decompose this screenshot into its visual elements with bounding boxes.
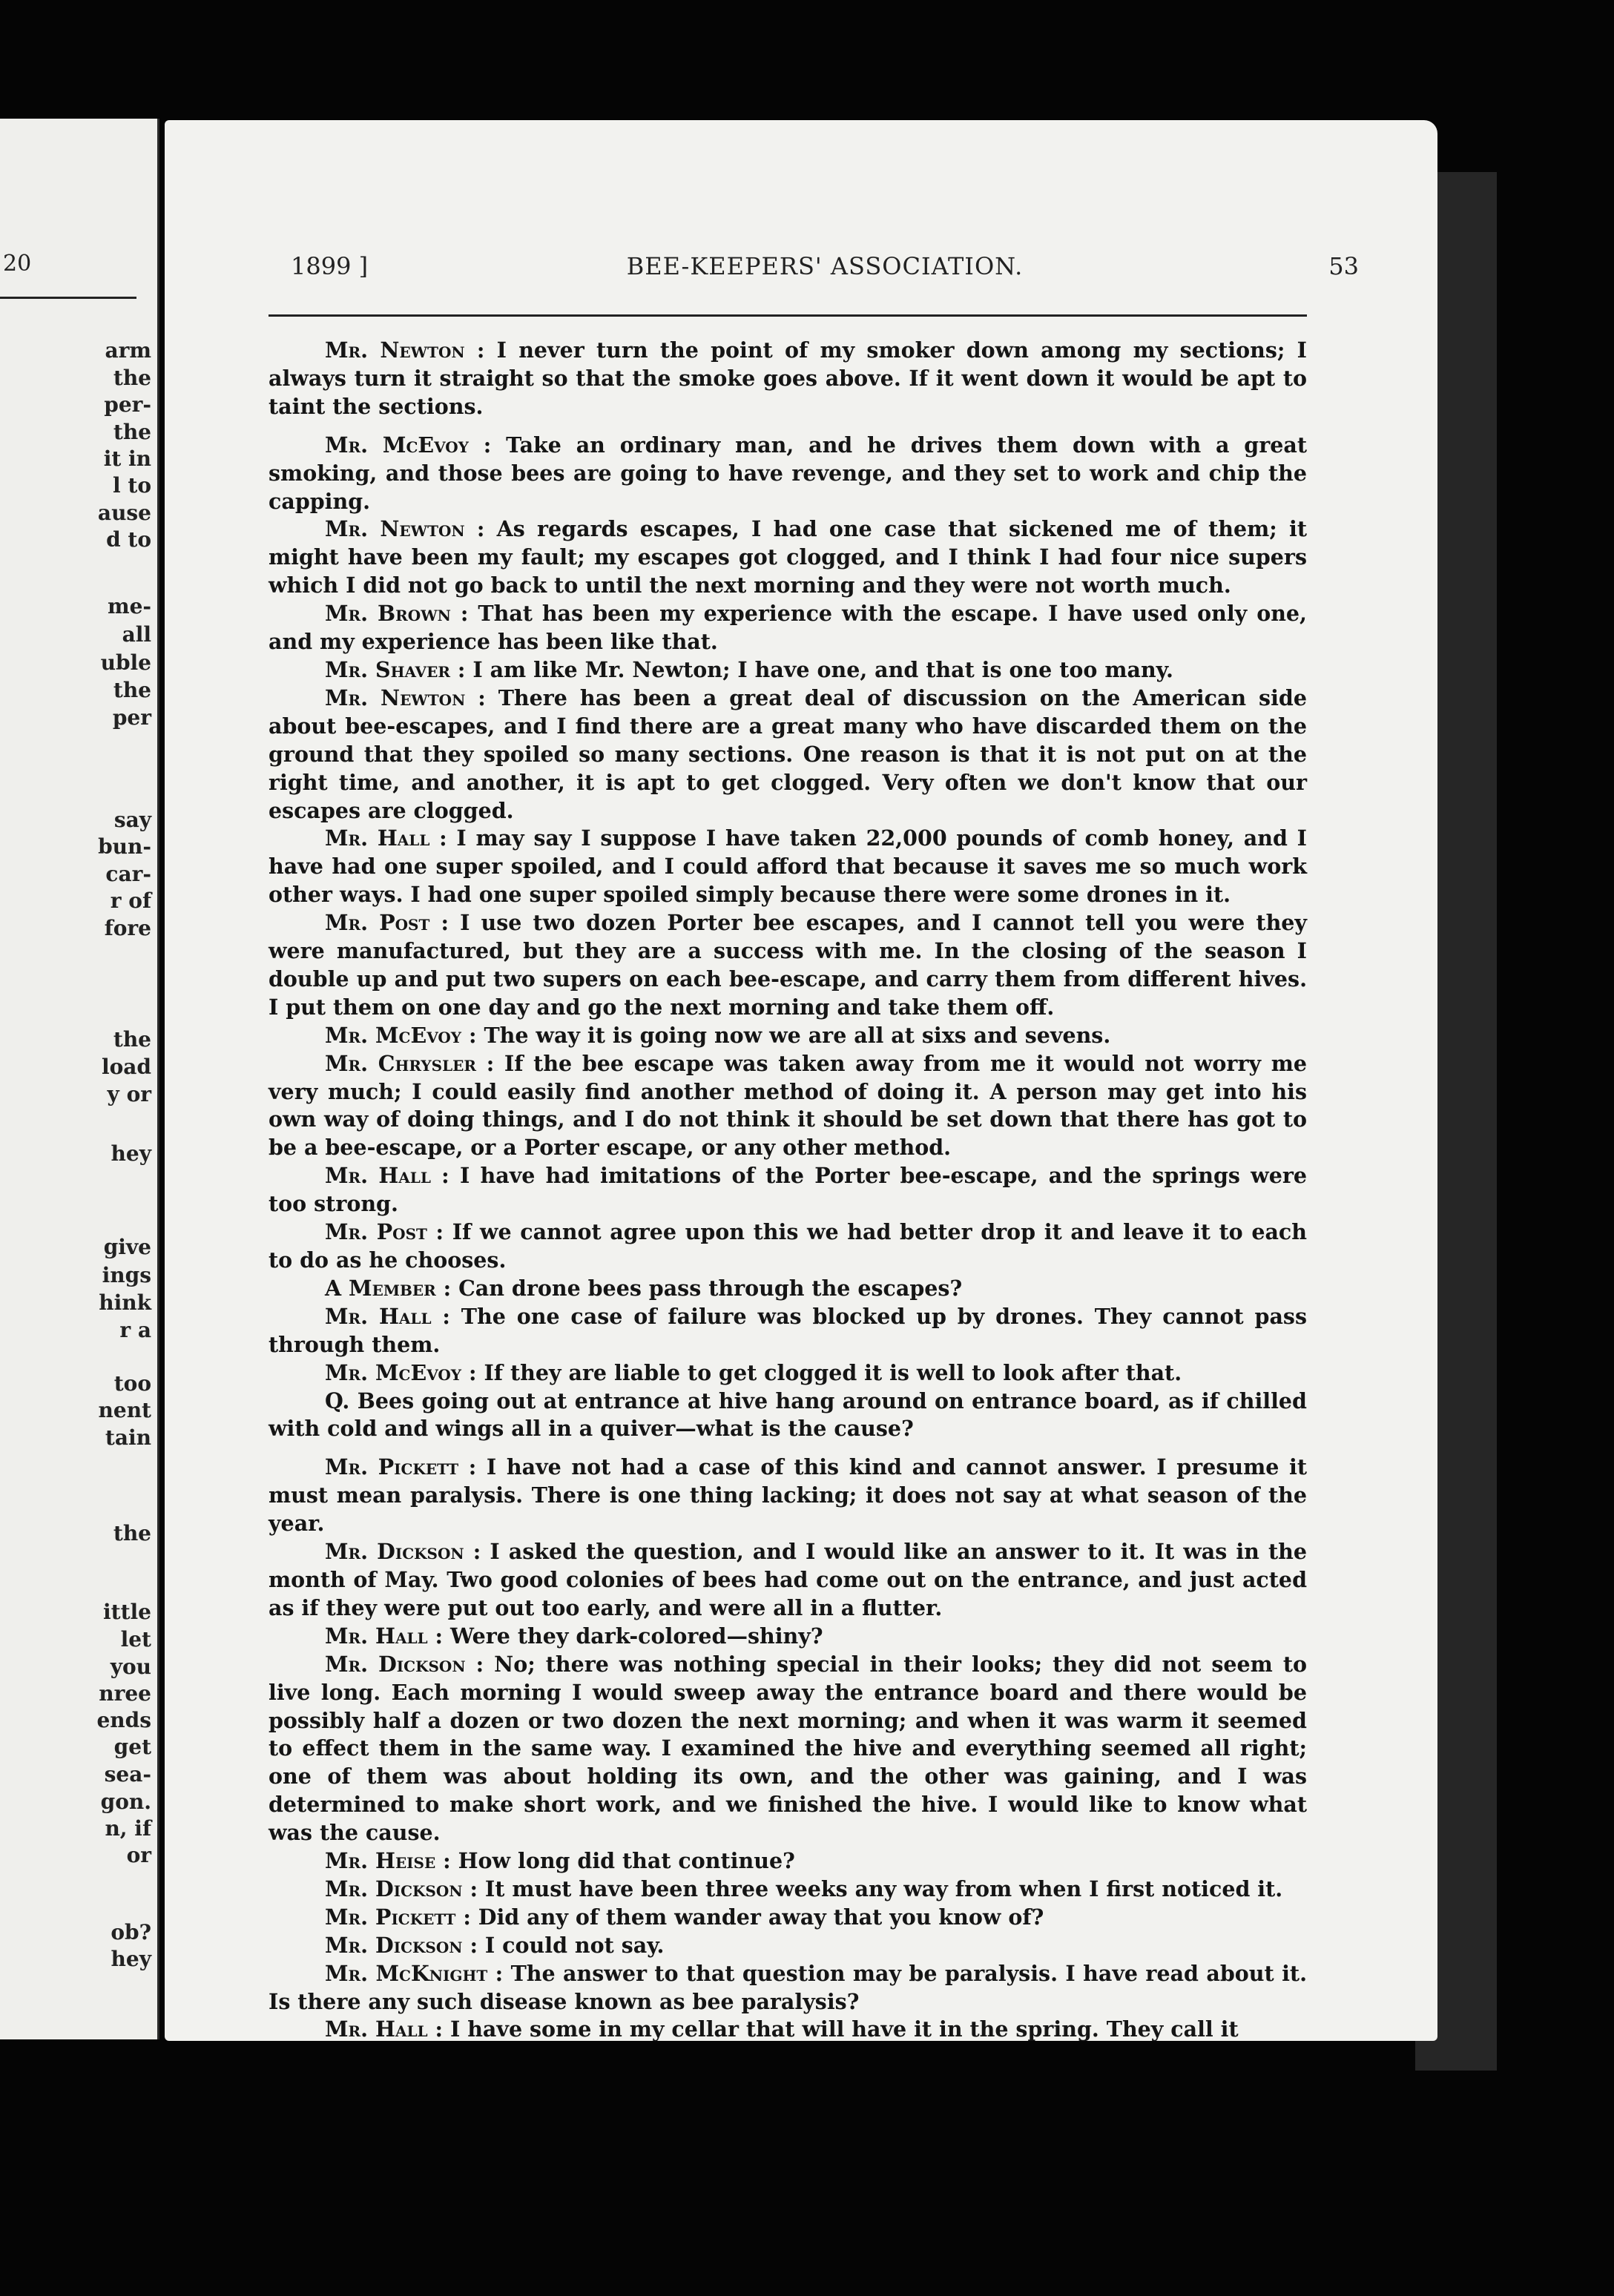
paragraph: [269, 1275, 1307, 1303]
paragraph: [269, 1359, 1307, 1388]
paragraph: [269, 1050, 1307, 1163]
paragraph-text: I have had imitations of the Porter bee-escape, and the springs were too strong.: [269, 1163, 1307, 1217]
left-page-fragment-line: arm: [105, 338, 151, 363]
paragraph: [269, 656, 1307, 684]
left-page-fragment-line: ings: [102, 1263, 151, 1287]
paragraph-text: It must have been three weeks any way from when I first noticed it.: [477, 1876, 1283, 1901]
left-page-fragment-line: hey: [111, 1947, 151, 1971]
left-page-fragment-line: bun-: [98, 834, 151, 859]
left-page-number: 20: [3, 251, 32, 277]
speaker-name: Mr. Dickson :: [325, 1932, 478, 1958]
left-page-fragment-line: n, if: [105, 1816, 151, 1841]
paragraph: [269, 1162, 1307, 1218]
speaker-name: Mr. Newton :: [325, 684, 486, 710]
paragraph-text: If we cannot agree upon this we had better drop it and leave it to each to do as he chooses.: [269, 1219, 1307, 1273]
speaker-name: Mr. Dickson :: [325, 1651, 484, 1677]
paragraph-text: If the bee escape was taken away from me it would not worry me very much; I could easily find another method of doing it. A person may get into his own way of doing things, and I do not think it should be set down that there has got to be a bee-escape, or a Porter escape, or any other method.: [269, 1050, 1307, 1161]
left-page-fragment-line: tain: [105, 1425, 151, 1450]
left-page-fragment-line: r a: [119, 1318, 151, 1342]
paragraph-text: I have some in my cellar that will have it in the spring. They call it: [443, 2016, 1239, 2042]
paragraph-text: I am like Mr. Newton; I have one, and that is one too many.: [465, 656, 1173, 682]
paragraph: [269, 1847, 1307, 1876]
left-page-fragment-line: ends: [96, 1708, 151, 1732]
paragraph: [269, 600, 1307, 656]
left-page-fragment-line: the: [113, 678, 151, 702]
left-page-fragment-line: the: [113, 1027, 151, 1052]
paragraph-text: That has been my experience with the escape. I have used only one, and my experience has been like that.: [269, 601, 1307, 655]
paragraph-text: Can drone bees pass through the escapes?: [451, 1275, 963, 1301]
left-page-fragment-line: all: [122, 622, 151, 647]
left-page-fragment-line: fore: [104, 916, 151, 940]
paragraph-text: Take an ordinary man, and he drives them down with a great smoking, and those bees are going to have revenge, and they set to work and chip the capping.: [269, 432, 1307, 514]
left-page-fragment-line: gon.: [100, 1789, 151, 1814]
left-page-fragment-line: give: [103, 1235, 151, 1259]
paragraph: [269, 1876, 1307, 1904]
speaker-name: Mr. Newton :: [325, 516, 485, 542]
paragraph: [269, 1388, 1307, 1444]
header-page-number: 53: [1328, 252, 1359, 280]
speaker-name: Mr. Dickson :: [325, 1539, 481, 1565]
left-page-fragment: [0, 119, 159, 2039]
paragraph: [269, 684, 1307, 825]
paragraph: [269, 432, 1307, 516]
paragraph-text: No; there was nothing special in their looks; they did not seem to live long. Each morning I would sweep away the entrance board and there would be possibly half a dozen or two dozen the next morning; and when it was warm it seemed to effect them in the same way. I examined the hive and everything seemed all right; one of them was about holding its own, and the other was gaining, and I was determined to make short work, and we finished the hive. I would like to know what was the cause.: [269, 1651, 1307, 1846]
left-page-fragment-line: nree: [99, 1681, 151, 1706]
speaker-name: Mr. Hall :: [325, 2016, 444, 2042]
left-page-fragment-line: load: [101, 1055, 151, 1079]
left-page-fragment-line: ause: [97, 501, 151, 525]
left-page-fragment-line: or: [126, 1843, 151, 1867]
header-rule: [269, 314, 1307, 317]
paragraph-text: There has been a great deal of discussion on the American side about bee-escapes, and I find there are a great many who have discarded them on the ground that they spoiled so many sections. One reason is that it is not put on at the right time, and another, it is apt to get clogged. Very often we don't know that our escapes are clogged.: [269, 684, 1307, 823]
left-page-fragment-line: the: [113, 1521, 151, 1545]
left-page-fragment-line: the: [113, 366, 151, 390]
paragraph: [269, 1454, 1307, 1538]
speaker-name: Mr. Hall :: [325, 825, 447, 851]
speaker-name: Mr. Brown :: [325, 601, 469, 627]
header-title: BEE-KEEPERS' ASSOCIATION.: [626, 252, 1024, 280]
paragraph-text: Q. Bees going out at entrance at hive hang around on entrance board, as if chilled with cold and wings all in a quiver—what is the cause?: [269, 1388, 1307, 1442]
left-page-fragment-line: you: [110, 1655, 151, 1679]
speaker-name: Mr. McEvoy :: [325, 432, 492, 458]
left-page-fragment-line: per-: [104, 392, 151, 417]
paragraph-text: The way it is going now we are all at sixs and sevens.: [476, 1022, 1111, 1048]
speaker-name: Mr. Hall :: [325, 1303, 450, 1329]
paragraph: [269, 1960, 1307, 2016]
speaker-name: Mr. McKnight :: [325, 1960, 504, 1986]
paragraph-text: If they are liable to get clogged it is well to look after that.: [476, 1359, 1182, 1385]
paragraph-text: Were they dark-colored—shiny?: [443, 1623, 823, 1649]
left-page-fragment-line: too: [113, 1371, 151, 1396]
main-page: [165, 120, 1437, 2041]
speaker-name: Mr. Pickett :: [325, 1454, 477, 1480]
paragraph: [269, 1623, 1307, 1651]
speaker-name: Mr. Shaver :: [325, 656, 466, 682]
paragraph: [269, 1538, 1307, 1623]
paragraph-text: I asked the question, and I would like an answer to it. It was in the month of May. Two good colonies of bees had come out on the entrance, and just acted as if they were put out too early, and were all in a flutter.: [269, 1539, 1307, 1620]
paragraph: [269, 909, 1307, 1022]
speaker-name: Mr. Dickson :: [325, 1876, 478, 1901]
paragraph-text: The one case of failure was blocked up by drones. They cannot pass through them.: [269, 1303, 1307, 1357]
left-page-fragment-line: y or: [107, 1082, 151, 1106]
paragraph-text: As regards escapes, I had one case that sickened me of them; it might have been my fault; my escapes got clogged, and I think I had four nice supers which I did not go back to until the next morning and they were not worth much.: [269, 516, 1307, 598]
paragraph-text: I use two dozen Porter bee escapes, and I cannot tell you were they were manufactured, but they are a success with me. In the closing of the season I double up and put two supers on each bee-escape, and carry them from different hives. I put them on one day and go the next morning and take them off.: [269, 910, 1307, 1020]
left-page-fragment-line: r of: [110, 888, 151, 913]
paragraph: [269, 825, 1307, 909]
left-page-fragment-line: car-: [105, 862, 151, 886]
left-page-fragment-line: hink: [99, 1290, 151, 1315]
left-page-fragment-line: uble: [100, 650, 151, 675]
speaker-name: Mr. Pickett :: [325, 1904, 471, 1930]
paragraph-text: I may say I suppose I have taken 22,000 pounds of comb honey, and I have had one super spoiled, and I could afford that because it saves me so much work other ways. I had one super spoiled simply because there were some drones in it.: [269, 825, 1307, 908]
left-page-fragment-line: me-: [107, 594, 151, 618]
speaker-name: Mr. Heise :: [325, 1848, 451, 1874]
speaker-name: Mr. Hall :: [325, 1163, 449, 1189]
paragraph: [269, 1218, 1307, 1275]
left-page-fragment-line: get: [113, 1735, 151, 1759]
paragraph-text: I never turn the point of my smoker down among my sections; I always turn it straight so that the smoke goes above. If it went down it would be apt to taint the sections.: [269, 337, 1307, 419]
left-page-fragment-line: it in: [103, 446, 151, 471]
left-page-fragment-line: hey: [111, 1141, 151, 1166]
body-text: [269, 337, 1307, 2044]
paragraph: [269, 1904, 1307, 1932]
running-header: [291, 252, 1359, 282]
left-page-fragment-line: the: [113, 420, 151, 444]
speaker-name: Mr. Post :: [325, 1219, 444, 1245]
paragraph-text: How long did that continue?: [450, 1848, 795, 1874]
paragraph-text: I have not had a case of this kind and cannot answer. I presume it must mean paralysis. There is one thing lacking; it does not say at what season of the year.: [269, 1454, 1307, 1537]
speaker-name: Mr. McEvoy :: [325, 1359, 477, 1385]
paragraph: [269, 337, 1307, 421]
left-page-fragment-line: say: [113, 808, 151, 832]
left-page-fragment-line: sea-: [104, 1762, 151, 1787]
paragraph: [269, 1303, 1307, 1359]
left-page-fragment-line: ittle: [103, 1600, 151, 1624]
left-header-rule: [0, 297, 136, 299]
left-page-fragment-line: l to: [113, 473, 151, 498]
left-page-fragment-line: ob?: [111, 1920, 151, 1944]
speaker-name: Mr. Newton :: [325, 337, 485, 363]
paragraph-text: I could not say.: [477, 1932, 665, 1958]
left-page-fragment-line: per: [112, 705, 151, 730]
header-year: 1899 ]: [291, 252, 369, 280]
left-page-fragment-line: nent: [98, 1398, 151, 1422]
paragraph: [269, 1651, 1307, 1847]
paragraph: [269, 515, 1307, 600]
paragraph-text: Did any of them wander away that you know of?: [470, 1904, 1044, 1930]
speaker-name: Mr. Chrysler :: [325, 1050, 495, 1076]
paragraph-text: The answer to that question may be paralysis. I have read about it. Is there any such disease known as bee paralysis?: [269, 1960, 1307, 2014]
left-page-fragment-line: d to: [106, 527, 151, 552]
paragraph: [269, 1022, 1307, 1050]
speaker-name: Mr. McEvoy :: [325, 1022, 477, 1048]
paragraph: [269, 2016, 1307, 2044]
speaker-name: Mr. Post :: [325, 910, 449, 936]
speaker-name: A Member :: [325, 1275, 452, 1301]
paragraph: [269, 1932, 1307, 1960]
speaker-name: Mr. Hall :: [325, 1623, 444, 1649]
left-page-fragment-line: let: [120, 1627, 151, 1652]
